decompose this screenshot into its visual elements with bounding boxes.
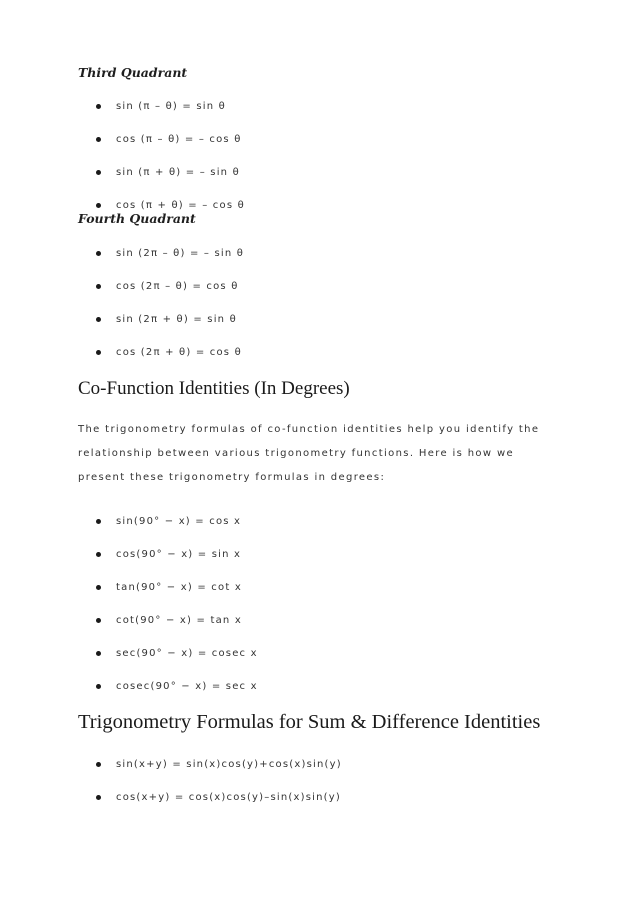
- bullet-icon: [96, 104, 101, 109]
- formula-text: sec(90° − x) = cosec x: [116, 648, 258, 659]
- formula-text: cos (2π + θ) = cos θ: [116, 347, 242, 358]
- formula-text: cos(x+y) = cos(x)cos(y)–sin(x)sin(y): [116, 792, 341, 803]
- list-item: [0, 345, 600, 361]
- bullet-icon: [96, 618, 101, 623]
- formula-text: sin (π + θ) = – sin θ: [116, 167, 240, 178]
- sum-difference-heading: Trigonometry Formulas for Sum & Difference Identities: [78, 711, 541, 733]
- list-item: [0, 514, 600, 530]
- bullet-icon: [96, 251, 101, 256]
- list-item: [0, 99, 600, 115]
- bullet-icon: [96, 651, 101, 656]
- bullet-icon: [96, 137, 101, 142]
- bullet-icon: [96, 795, 101, 800]
- formula-text: cos(90° − x) = sin x: [116, 549, 242, 560]
- cofunction-heading: Co-Function Identities (In Degrees): [78, 378, 350, 399]
- bullet-icon: [96, 519, 101, 524]
- formula-text: sin (2π – θ) = – sin θ: [116, 248, 245, 259]
- bullet-icon: [96, 350, 101, 355]
- formula-text: cos (π – θ) = – cos θ: [116, 134, 242, 145]
- bullet-icon: [96, 585, 101, 590]
- formula-text: sin (2π + θ) = sin θ: [116, 314, 237, 325]
- bullet-icon: [96, 552, 101, 557]
- list-item: [0, 165, 600, 181]
- bullet-icon: [96, 684, 101, 689]
- formula-text: cot(90° − x) = tan x: [116, 615, 242, 626]
- list-item: [0, 679, 600, 695]
- formula-text: sin(90° − x) = cos x: [116, 516, 242, 527]
- bullet-icon: [96, 203, 101, 208]
- list-item: [0, 279, 600, 295]
- formula-text: sin (π – θ) = sin θ: [116, 101, 226, 112]
- list-item: [0, 547, 600, 563]
- list-item: [0, 580, 600, 596]
- list-item: [0, 646, 600, 662]
- list-item: [0, 246, 600, 262]
- list-item: [0, 757, 600, 773]
- list-item: [0, 790, 600, 806]
- fourth-quadrant-heading: Fourth Quadrant: [78, 211, 196, 226]
- formula-text: cosec(90° − x) = sec x: [116, 681, 258, 692]
- bullet-icon: [96, 170, 101, 175]
- cofunction-paragraph: The trigonometry formulas of co-function identities help you identify the relationship between various trigonometry functions. Here is how we present these trigonometry formulas in degrees:: [78, 424, 540, 483]
- third-quadrant-heading: Third Quadrant: [78, 65, 188, 80]
- formula-text: tan(90° − x) = cot x: [116, 582, 242, 593]
- formula-text: cos (2π – θ) = cos θ: [116, 281, 239, 292]
- bullet-icon: [96, 284, 101, 289]
- list-item: [0, 613, 600, 629]
- formula-text: sin(x+y) = sin(x)cos(y)+cos(x)sin(y): [116, 759, 342, 770]
- bullet-icon: [96, 317, 101, 322]
- list-item: [0, 312, 600, 328]
- bullet-icon: [96, 762, 101, 767]
- list-item: [0, 132, 600, 148]
- formula-text: cos (π + θ) = – cos θ: [116, 200, 245, 211]
